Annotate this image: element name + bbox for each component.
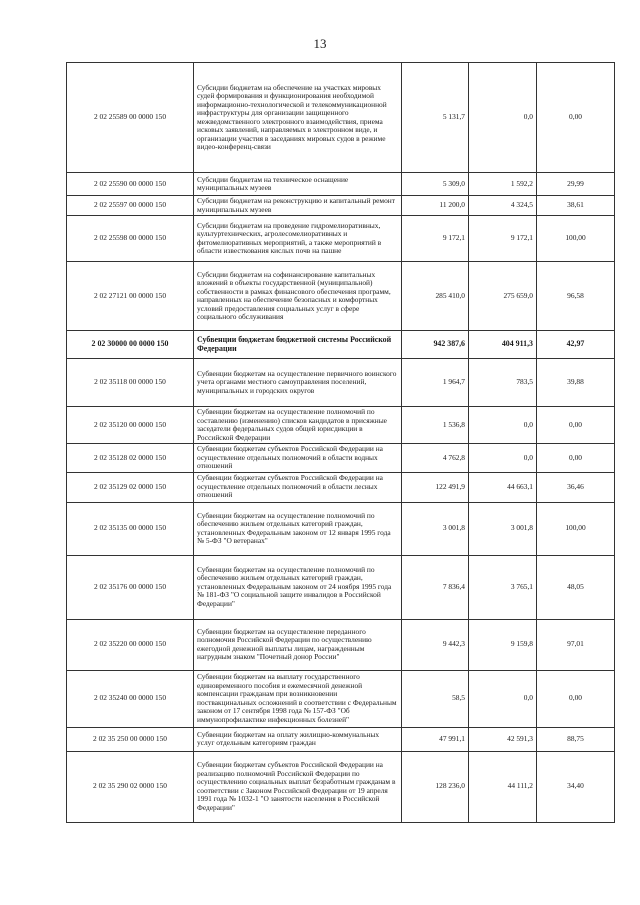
executed-amount-cell: 9 159,8 — [469, 619, 537, 670]
executed-amount-cell: 44 111,2 — [469, 751, 537, 822]
table-row — [67, 555, 615, 619]
budget-code-cell: 2 02 35118 00 0000 150 — [67, 359, 194, 407]
budget-code-cell: 2 02 25589 00 0000 150 — [67, 63, 194, 173]
income-name-cell: Субвенции бюджетам бюджетной системы Российской Федерации — [194, 331, 402, 359]
plan-amount-cell: 5 131,7 — [402, 63, 469, 173]
table-row — [67, 727, 615, 751]
income-name-cell: Субсидии бюджетам на техническое оснащение муниципальных музеев — [194, 173, 402, 196]
execution-percent-cell: 29,99 — [537, 173, 615, 196]
income-name-cell: Субвенции бюджетам на осуществление полномочий по обеспечению жильем отдельных категорий граждан, установленных Федеральным законом от 12 января 1995 года № 5-ФЗ "О ветеранах" — [194, 502, 402, 555]
budget-table-body — [67, 63, 615, 823]
plan-amount-cell: 9 442,3 — [402, 619, 469, 670]
budget-code-cell: 2 02 25598 00 0000 150 — [67, 216, 194, 262]
income-name-cell: Субвенции бюджетам субъектов Российской Федерации на осуществление отдельных полномочий в области водных отношений — [194, 444, 402, 473]
budget-code-cell: 2 02 35 250 00 0000 150 — [67, 727, 194, 751]
executed-amount-cell: 42 591,3 — [469, 727, 537, 751]
income-name-cell: Субсидии бюджетам на реконструкцию и капитальный ремонт муниципальных музеев — [194, 196, 402, 216]
income-name-cell: Субвенции бюджетам на осуществление полномочий по составлению (изменению) списков кандидатов в присяжные заседатели федеральных судов общей юрисдикции в Российской Федерации — [194, 407, 402, 444]
table-row — [67, 619, 615, 670]
executed-amount-cell: 3 765,1 — [469, 555, 537, 619]
plan-amount-cell: 3 001,8 — [402, 502, 469, 555]
execution-percent-cell: 48,05 — [537, 555, 615, 619]
income-name-cell: Субвенции бюджетам на оплату жилищно-коммунальных услуг отдельным категориям граждан — [194, 727, 402, 751]
plan-amount-cell: 128 236,0 — [402, 751, 469, 822]
executed-amount-cell: 1 592,2 — [469, 173, 537, 196]
budget-code-cell: 2 02 35240 00 0000 150 — [67, 670, 194, 727]
execution-percent-cell: 0,00 — [537, 670, 615, 727]
budget-code-cell: 2 02 35220 00 0000 150 — [67, 619, 194, 670]
budget-code-cell: 2 02 35176 00 0000 150 — [67, 555, 194, 619]
table-row — [67, 751, 615, 822]
budget-table — [66, 62, 615, 823]
budget-code-cell: 2 02 35135 00 0000 150 — [67, 502, 194, 555]
execution-percent-cell: 0,00 — [537, 63, 615, 173]
budget-code-cell: 2 02 25590 00 0000 150 — [67, 173, 194, 196]
execution-percent-cell: 0,00 — [537, 444, 615, 473]
executed-amount-cell: 0,0 — [469, 670, 537, 727]
table-row — [67, 216, 615, 262]
income-name-cell: Субсидии бюджетам на обеспечение на участках мировых судей формирования и функционирования необходимой информационно-технологической и телекоммуникационной инфраструктуры для организации защищенного межведомственного электронного взаимодействия, приема исковых заявлений, направляемых в электронном виде, и организации участия в заседаниях мировых судов в режиме видео-конференц-связи — [194, 63, 402, 173]
budget-code-cell: 2 02 27121 00 0000 150 — [67, 262, 194, 331]
budget-code-cell: 2 02 35128 02 0000 150 — [67, 444, 194, 473]
income-name-cell: Субсидии бюджетам на софинансирование капитальных вложений в объекты государственной (муниципальной) собственности в рамках финансового обеспечения программ, направленных на обеспечение безопасных и комфортных условий предоставления социальных услуг в сфере социального обслуживания — [194, 262, 402, 331]
plan-amount-cell: 9 172,1 — [402, 216, 469, 262]
budget-code-cell: 2 02 35 290 02 0000 150 — [67, 751, 194, 822]
plan-amount-cell: 58,5 — [402, 670, 469, 727]
executed-amount-cell: 0,0 — [469, 444, 537, 473]
execution-percent-cell: 39,88 — [537, 359, 615, 407]
executed-amount-cell: 44 663,1 — [469, 472, 537, 502]
execution-percent-cell: 0,00 — [537, 407, 615, 444]
plan-amount-cell: 942 387,6 — [402, 331, 469, 359]
plan-amount-cell: 1 536,8 — [402, 407, 469, 444]
execution-percent-cell: 100,00 — [537, 216, 615, 262]
executed-amount-cell: 404 911,3 — [469, 331, 537, 359]
execution-percent-cell: 100,00 — [537, 502, 615, 555]
plan-amount-cell: 11 200,0 — [402, 196, 469, 216]
execution-percent-cell: 34,40 — [537, 751, 615, 822]
executed-amount-cell: 275 659,0 — [469, 262, 537, 331]
income-name-cell: Субвенции бюджетам на осуществление переданного полномочия Российской Федерации по осуществлению ежегодной денежной выплаты лицам, награжденным нагрудным знаком "Почетный донор России" — [194, 619, 402, 670]
plan-amount-cell: 1 964,7 — [402, 359, 469, 407]
table-row — [67, 262, 615, 331]
table-row — [67, 63, 615, 173]
execution-percent-cell: 97,01 — [537, 619, 615, 670]
plan-amount-cell: 5 309,0 — [402, 173, 469, 196]
table-row — [67, 444, 615, 473]
income-name-cell: Субвенции бюджетам на осуществление первичного воинского учета органами местного самоуправления поселений, муниципальных и городских округов — [194, 359, 402, 407]
execution-percent-cell: 36,46 — [537, 472, 615, 502]
budget-code-cell: 2 02 30000 00 0000 150 — [67, 331, 194, 359]
table-row — [67, 359, 615, 407]
budget-code-cell: 2 02 35129 02 0000 150 — [67, 472, 194, 502]
execution-percent-cell: 42,97 — [537, 331, 615, 359]
table-row — [67, 196, 615, 216]
budget-code-cell: 2 02 25597 00 0000 150 — [67, 196, 194, 216]
table-row — [67, 502, 615, 555]
table-row — [67, 407, 615, 444]
executed-amount-cell: 3 001,8 — [469, 502, 537, 555]
plan-amount-cell: 7 836,4 — [402, 555, 469, 619]
plan-amount-cell: 4 762,8 — [402, 444, 469, 473]
table-row — [67, 472, 615, 502]
execution-percent-cell: 38,61 — [537, 196, 615, 216]
table-row — [67, 173, 615, 196]
table-row — [67, 670, 615, 727]
income-name-cell: Субвенции бюджетам на осуществление полномочий по обеспечению жильем отдельных категорий граждан, установленных Федеральным законом от 24 ноября 1995 года № 181-ФЗ "О социальной защите инвалидов в Российской Федерации" — [194, 555, 402, 619]
executed-amount-cell: 9 172,1 — [469, 216, 537, 262]
table-row — [67, 331, 615, 359]
execution-percent-cell: 88,75 — [537, 727, 615, 751]
page-number: 13 — [313, 36, 327, 51]
plan-amount-cell: 47 991,1 — [402, 727, 469, 751]
executed-amount-cell: 0,0 — [469, 407, 537, 444]
plan-amount-cell: 122 491,9 — [402, 472, 469, 502]
budget-code-cell: 2 02 35120 00 0000 150 — [67, 407, 194, 444]
income-name-cell: Субсидии бюджетам на проведение гидромелиоративных, культуртехнических, агролесомелиоративных и фитомелиоративных мероприятий, а также мероприятий в области известкования кислых почв на пашне — [194, 216, 402, 262]
income-name-cell: Субвенции бюджетам на выплату государственного единовременного пособия и ежемесячной денежной компенсации гражданам при возникновении поствакцинальных осложнений в соответствии с Федеральным законом от 17 сентября 1998 года № 157-ФЗ "Об иммунопрофилактике инфекционных болезней" — [194, 670, 402, 727]
plan-amount-cell: 285 410,0 — [402, 262, 469, 331]
income-name-cell: Субвенции бюджетам субъектов Российской Федерации на осуществление отдельных полномочий в области лесных отношений — [194, 472, 402, 502]
executed-amount-cell: 4 324,5 — [469, 196, 537, 216]
execution-percent-cell: 96,58 — [537, 262, 615, 331]
executed-amount-cell: 0,0 — [469, 63, 537, 173]
executed-amount-cell: 783,5 — [469, 359, 537, 407]
income-name-cell: Субвенции бюджетам субъектов Российской Федерации на реализацию полномочий Российской Федерации по осуществлению социальных выплат безработным гражданам в соответствии с Законом Российской Федерации от 19 апреля 1991 года № 1032-1 "О занятости населения в Российской Федерации" — [194, 751, 402, 822]
